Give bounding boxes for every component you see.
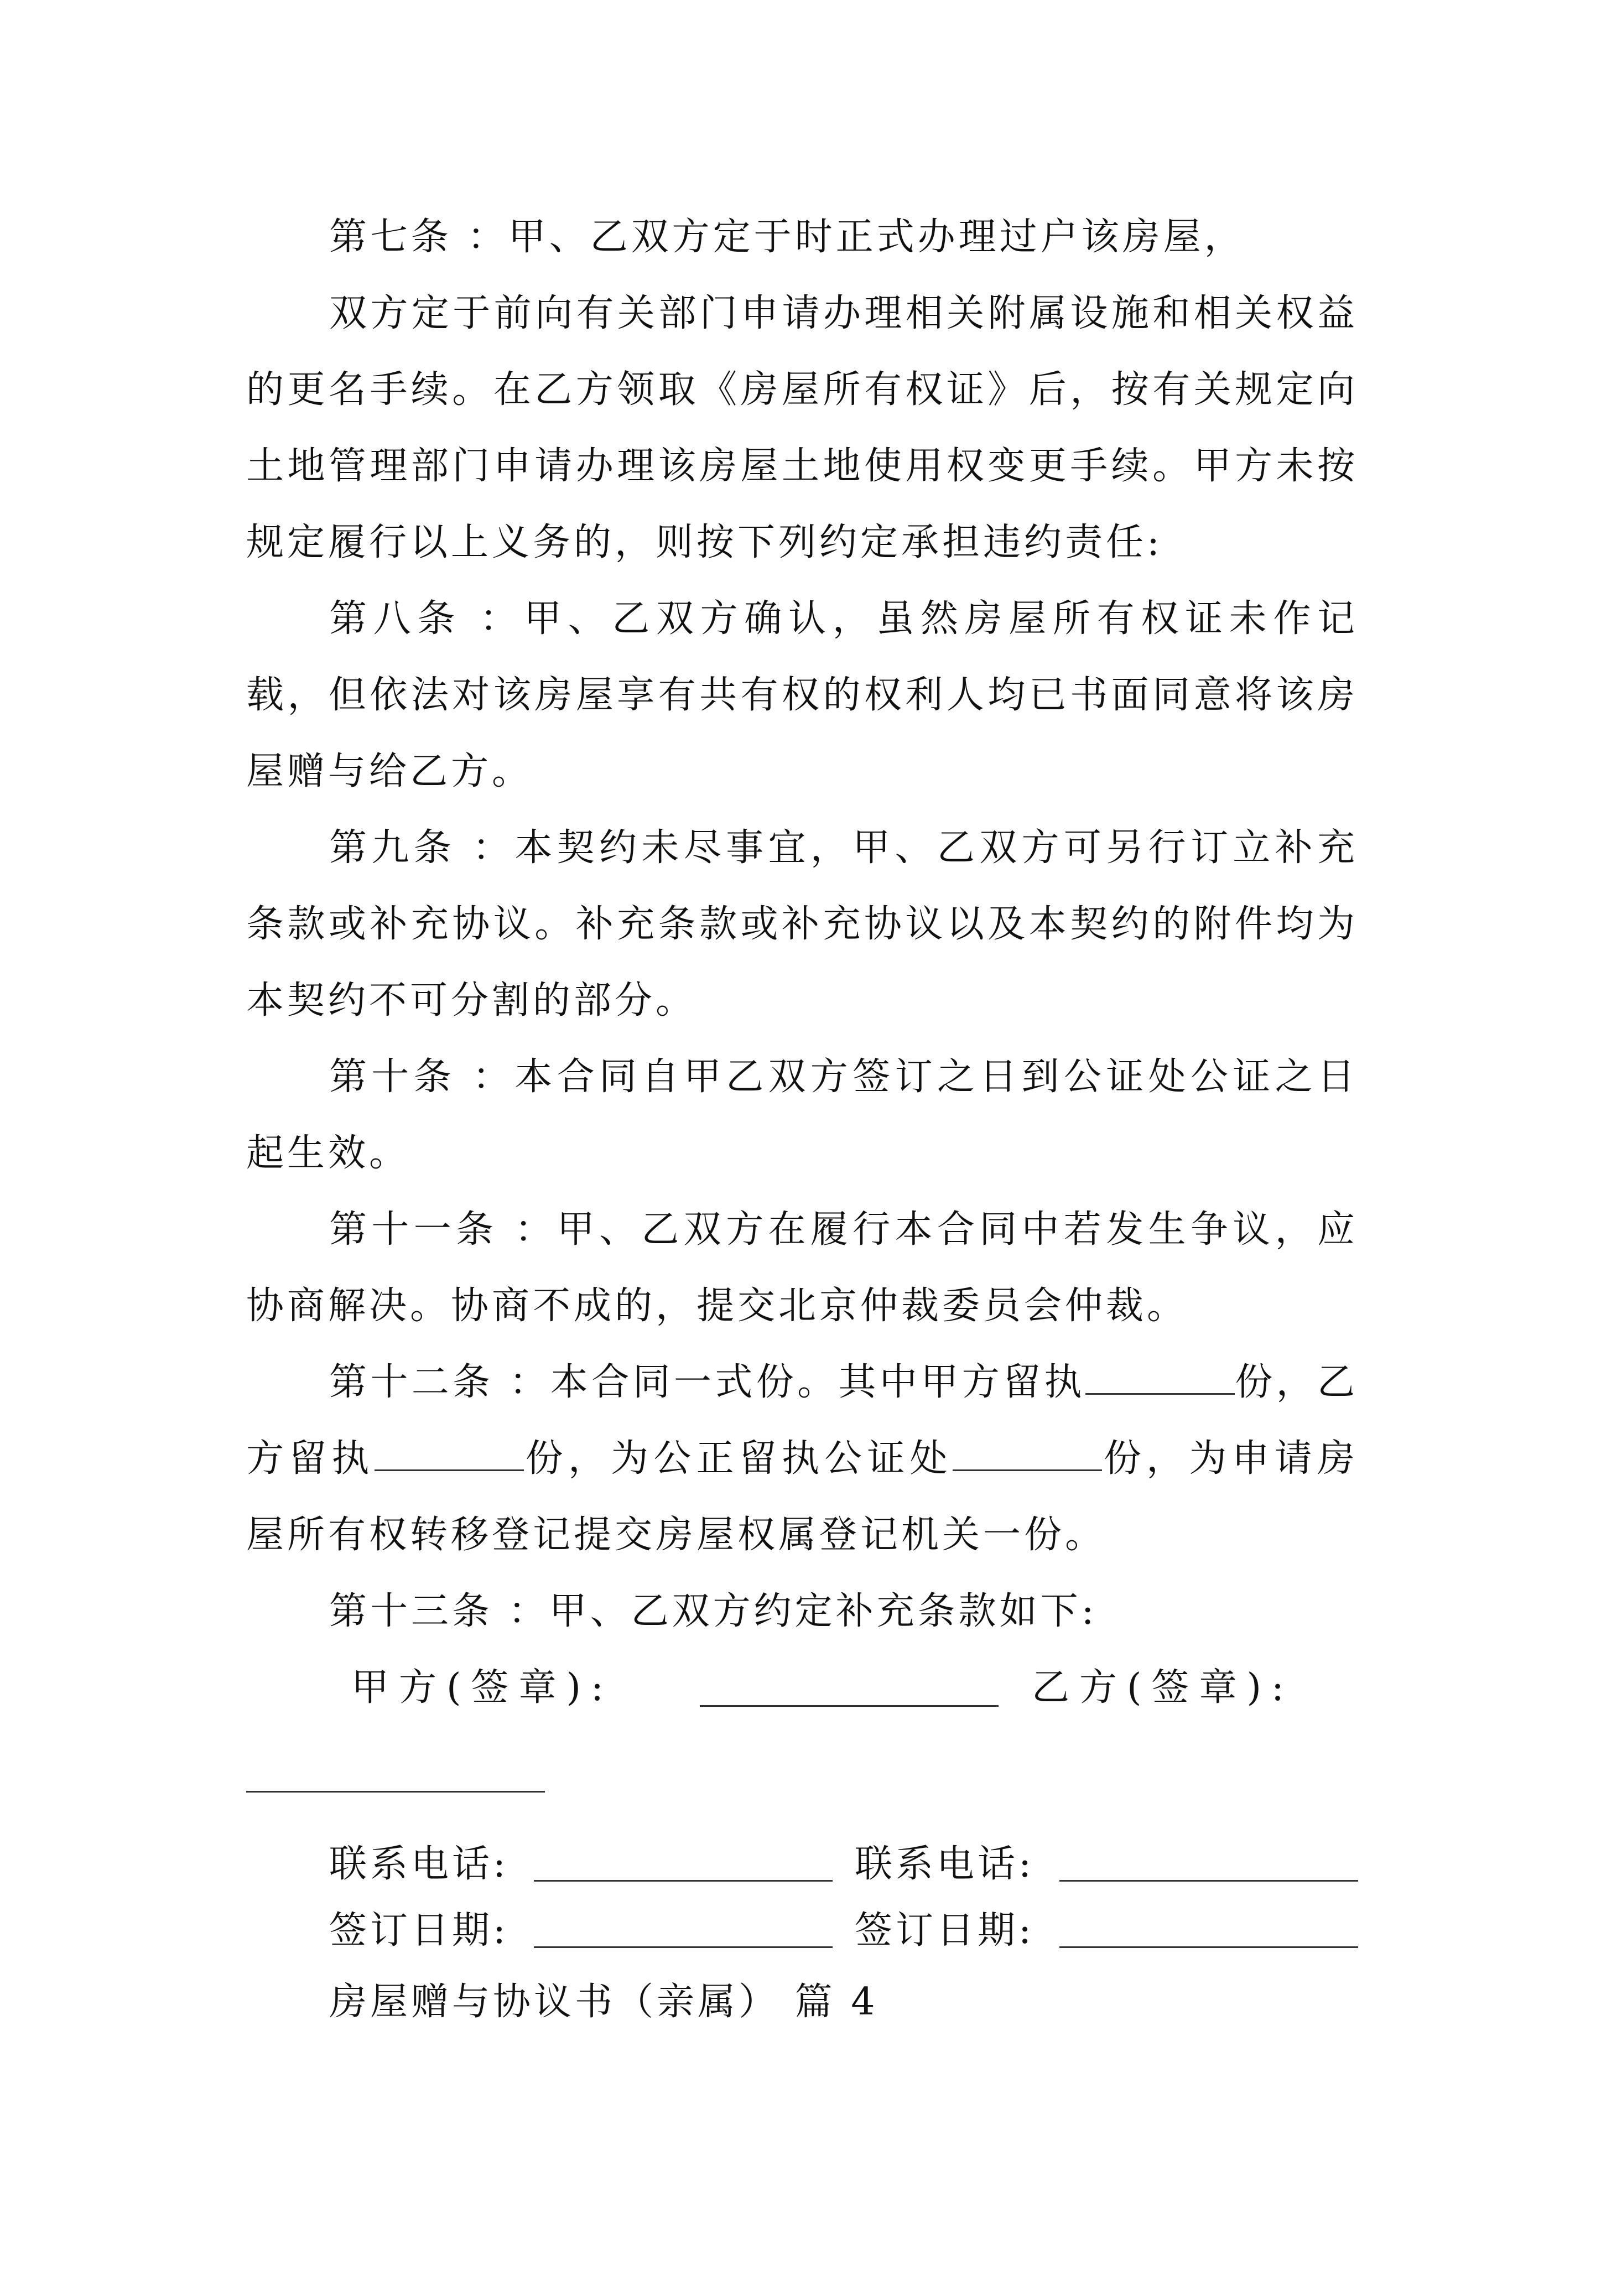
- article-7-body: 双方定于前向有关部门申请办理相关附属设施和相关权益的更名手续。在乙方领取《房屋所有权证》后，按有关规定向土地管理部门申请办理该房屋土地使用权变更手续。甲方未按规定履行以上义务的，则按下列约定承担违约责任:: [246, 292, 1358, 564]
- party-a-signature-label: 甲方(签章):: [351, 1666, 614, 1710]
- article-7-heading: 第七条 ：甲、乙双方定于时正式办理过户该房屋，: [329, 215, 1245, 259]
- article-12-part1: 第十二条 ：本合同一式份。其中甲方留执: [329, 1360, 1085, 1404]
- next-section-title: 房屋赠与协议书（亲属） 篇 4: [329, 1980, 879, 2024]
- copies-a-blank: [1085, 1360, 1235, 1395]
- party-a-phone-line: [534, 1880, 833, 1882]
- article-10: 第十条 ：本合同自甲乙双方签订之日到公证处公证之日起生效。: [246, 1055, 1358, 1175]
- copies-b-blank: [375, 1436, 524, 1471]
- party-b-phone-label: 联系电话:: [855, 1842, 1035, 1886]
- copies-notary-blank: [953, 1436, 1102, 1471]
- party-b-signature-line: [246, 1791, 545, 1793]
- signature-row: [246, 1650, 1358, 1726]
- party-b-date-label: 签订日期:: [855, 1909, 1035, 1952]
- article-13: 第十三条 ：甲、乙双方约定补充条款如下:: [329, 1589, 1098, 1633]
- party-a-signature-line: [700, 1705, 999, 1707]
- spacer: [246, 1726, 1358, 1831]
- party-b-signature-label: 乙方(签章):: [1032, 1666, 1294, 1710]
- article-8: 第八条 ：甲、乙双方确认，虽然房屋所有权证未作记载，但依法对该房屋享有共有权的权利人均已书面同意将该房屋赠与给乙方。: [246, 597, 1358, 793]
- party-a-date-line: [534, 1946, 833, 1948]
- party-b-phone-line: [1059, 1880, 1358, 1882]
- phone-row: [246, 1831, 1358, 1898]
- party-b-date-line: [1059, 1946, 1358, 1948]
- party-a-date-label: 签订日期:: [329, 1909, 509, 1952]
- article-12-part4: 份，为申请房屋所有权转移登记提交房屋权属登记机关一份。: [246, 1437, 1358, 1557]
- article-12-part3: 份，为公正留执公证处: [523, 1437, 953, 1481]
- article-11: 第十一条 ：甲、乙双方在履行本合同中若发生争议，应协商解决。协商不成的，提交北京仲裁委员会仲裁。: [246, 1208, 1358, 1328]
- document-page: [246, 199, 1358, 2040]
- article-9: 第九条 ：本契约未尽事宜，甲、乙双方可另行订立补充条款或补充协议。补充条款或补充协议以及本契约的附件均为本契约不可分割的部分。: [246, 826, 1358, 1022]
- party-a-phone-label: 联系电话:: [329, 1842, 509, 1886]
- article-12-part2: 份，乙方留执: [246, 1360, 1358, 1481]
- date-row: [246, 1898, 1358, 1964]
- article-12: [246, 1344, 1358, 1573]
